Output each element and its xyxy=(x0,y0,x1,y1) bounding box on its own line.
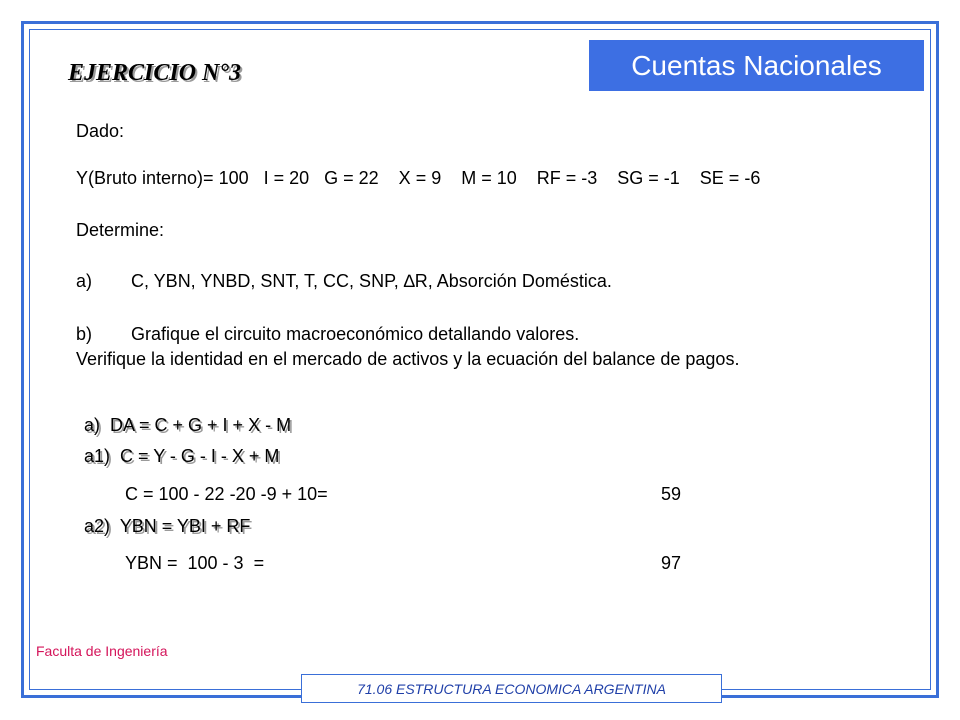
item-b-text: Grafique el circuito macroeconómico detallando valores. xyxy=(131,324,580,344)
solution-a2-calc: YBN = 100 - 3 = xyxy=(125,553,265,573)
solution-a1-heading: a1) C = Y - G - I - X + M xyxy=(84,446,280,466)
given-values: Y(Bruto interno)= 100 I = 20 G = 22 X = 9 M = 10 RF = -3 SG = -1 SE = -6 xyxy=(76,168,761,188)
faculty-label: Faculta de Ingeniería xyxy=(36,643,168,659)
determine-label: Determine: xyxy=(76,220,165,240)
solution-a-heading: a) DA = C + G + I + X - M xyxy=(84,415,292,435)
exercise-heading: EJERCICIO N°3 xyxy=(68,60,241,86)
given-label: Dado: xyxy=(76,121,125,141)
page-title: Cuentas Nacionales xyxy=(589,40,924,91)
item-a-text: C, YBN, YNBD, SNT, T, CC, SNP, ∆R, Absorción Doméstica. xyxy=(131,271,612,291)
solution-a1-result: 59 xyxy=(661,484,682,504)
item-a-letter: a) xyxy=(76,271,93,291)
course-label: 71.06 ESTRUCTURA ECONOMICA ARGENTINA xyxy=(301,674,722,703)
item-b-text-2: Verifique la identidad en el mercado de activos y la ecuación del balance de pagos. xyxy=(76,349,740,369)
solution-a2-heading: a2) YBN = YBI + RF xyxy=(84,516,251,536)
solution-a1-calc: C = 100 - 22 -20 -9 + 10= xyxy=(125,484,328,504)
item-b-letter: b) xyxy=(76,324,93,344)
solution-a2-result: 97 xyxy=(661,553,682,573)
